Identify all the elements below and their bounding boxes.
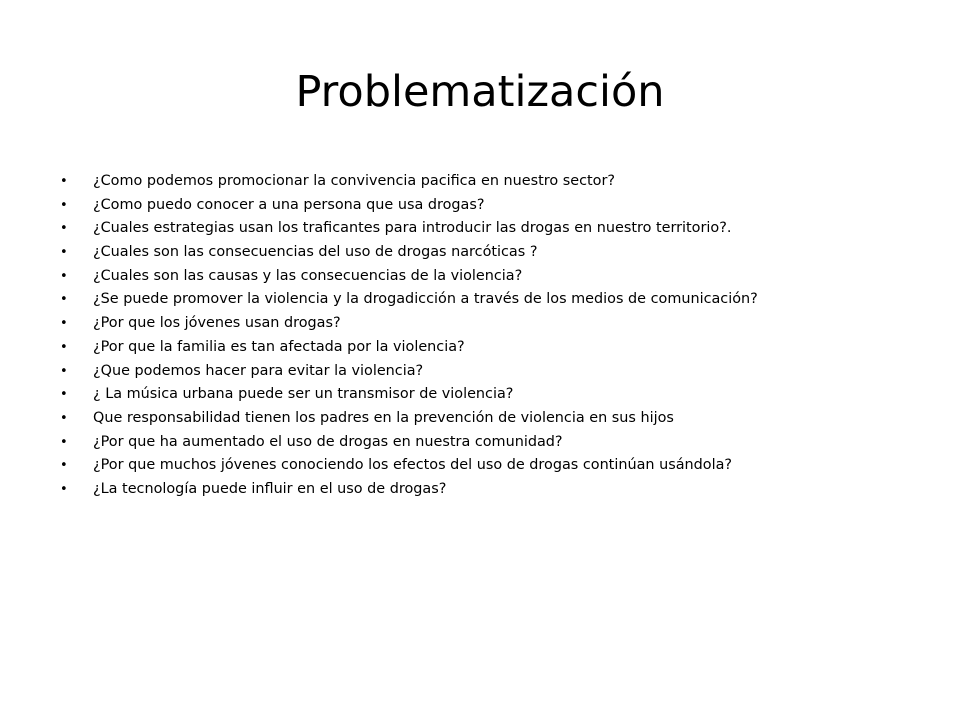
bullet-text: ¿Se puede promover la violencia y la drogadicción a través de los medios de comunicación? [93, 291, 758, 308]
bullet-item [58, 241, 938, 265]
bullet-dot-icon: • [60, 363, 68, 379]
bullet-dot-icon: • [60, 387, 68, 403]
bullet-item [58, 383, 938, 407]
bullet-item [58, 265, 938, 289]
bullet-item [58, 407, 938, 431]
bullet-dot-icon: • [60, 268, 68, 284]
bullet-dot-icon: • [60, 434, 68, 450]
bullet-text: ¿Como puedo conocer a una persona que usa drogas? [93, 196, 485, 213]
bullet-item [58, 170, 938, 194]
bullet-dot-icon: • [60, 245, 68, 261]
bullet-text: ¿Cuales estrategias usan los traficantes para introducir las drogas en nuestro territorio?. [93, 220, 732, 237]
bullet-text: ¿Que podemos hacer para evitar la violencia? [93, 362, 424, 379]
bullet-dot-icon: • [60, 481, 68, 497]
bullet-item [58, 336, 938, 360]
bullet-text: ¿Como podemos promocionar la convivencia pacifica en nuestro sector? [93, 173, 616, 189]
bullet-item [58, 312, 938, 336]
bullet-item [58, 454, 938, 478]
bullet-text: ¿La tecnología puede influir en el uso de drogas? [93, 480, 447, 497]
bullet-list [58, 170, 938, 502]
bullet-text: ¿Por que muchos jóvenes conociendo los efectos del uso de drogas continúan usándola? [93, 457, 733, 474]
bullet-text: ¿Por que los jóvenes usan drogas? [93, 315, 341, 332]
bullet-item [58, 360, 938, 384]
bullet-text: ¿Cuales son las causas y las consecuencias de la violencia? [93, 267, 523, 284]
bullet-dot-icon: • [60, 174, 68, 189]
bullet-text: ¿Cuales son las consecuencias del uso de drogas narcóticas ? [93, 244, 538, 261]
bullet-dot-icon: • [60, 221, 68, 237]
bullet-dot-icon: • [60, 197, 68, 213]
slide-title: Problematización [295, 67, 665, 117]
bullet-item [58, 194, 938, 218]
bullet-dot-icon: • [60, 339, 68, 355]
bullet-item [58, 431, 938, 455]
bullet-text: Que responsabilidad tienen los padres en la prevención de violencia en sus hijos [93, 409, 674, 426]
bullet-text: ¿Por que la familia es tan afectada por la violencia? [93, 338, 465, 355]
bullet-item [58, 478, 938, 502]
bullet-dot-icon: • [60, 316, 68, 332]
bullet-text: ¿Por que ha aumentado el uso de drogas en nuestra comunidad? [93, 433, 563, 450]
bullet-item [58, 217, 938, 241]
bullet-item [58, 288, 938, 312]
bullet-text: ¿ La música urbana puede ser un transmisor de violencia? [93, 386, 514, 403]
bullet-dot-icon: • [60, 410, 68, 426]
bullet-dot-icon: • [60, 292, 68, 308]
bullet-dot-icon: • [60, 458, 68, 474]
